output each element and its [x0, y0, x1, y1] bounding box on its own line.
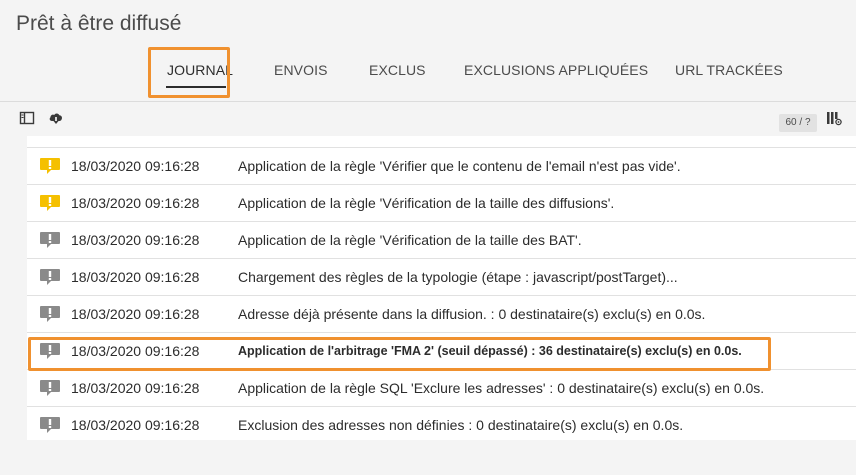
- info-icon: [39, 379, 61, 397]
- tab-exclus[interactable]: EXCLUS: [369, 62, 426, 78]
- log-date: 18/03/2020 09:16:28: [71, 343, 200, 359]
- log-date: 18/03/2020 09:16:28: [71, 417, 200, 433]
- log-message: Application de la règle SQL 'Exclure les adresses' : 0 destinataire(s) exclu(s) en 0.0s.: [238, 380, 765, 396]
- log-message: Application de l'arbitrage 'FMA 2' (seuil dépassé) : 36 destinataire(s) exclu(s) en 0.0s.: [238, 344, 742, 358]
- warning-icon: [39, 157, 61, 175]
- highlight-box-tab: [148, 47, 230, 98]
- log-message: Chargement des règles de la typologie (étape : javascript/postTarget)...: [238, 269, 678, 285]
- record-counter: 60 / ?: [779, 114, 817, 132]
- log-date: 18/03/2020 09:16:28: [71, 232, 200, 248]
- log-message: Application de la règle 'Vérification de la taille des diffusions'.: [238, 195, 615, 211]
- tab-bar: [0, 52, 856, 92]
- log-list: [27, 136, 856, 440]
- cloud-download-icon[interactable]: [48, 110, 66, 128]
- tab-envois[interactable]: ENVOIS: [274, 62, 328, 78]
- log-row[interactable]: [27, 221, 856, 258]
- log-row[interactable]: [27, 258, 856, 295]
- tab-journal[interactable]: JOURNAL: [167, 62, 234, 78]
- log-message: Application de la règle 'Vérifier que le contenu de l'email n'est pas vide'.: [238, 158, 681, 174]
- log-row[interactable]: [27, 184, 856, 221]
- column-settings-icon[interactable]: [826, 110, 844, 128]
- log-date: 18/03/2020 09:16:28: [71, 195, 200, 211]
- log-row[interactable]: [27, 406, 856, 440]
- tab-url-trackees[interactable]: URL TRACKÉES: [675, 62, 783, 78]
- log-message: Exclusion des adresses non définies : 0 destinataire(s) exclu(s) en 0.0s.: [238, 417, 684, 433]
- info-icon: [39, 305, 61, 323]
- log-date: 18/03/2020 09:16:28: [71, 269, 200, 285]
- log-row[interactable]: [27, 147, 856, 184]
- log-message: Adresse déjà présente dans la diffusion. : 0 destinataire(s) exclu(s) en 0.0s.: [238, 306, 706, 322]
- log-row[interactable]: [27, 295, 856, 332]
- log-date: 18/03/2020 09:16:28: [71, 306, 200, 322]
- panel-icon[interactable]: [19, 110, 37, 128]
- divider: [0, 101, 856, 102]
- info-icon: [39, 416, 61, 434]
- warning-icon: [39, 194, 61, 212]
- log-row[interactable]: [27, 369, 856, 406]
- page-title: Prêt à être diffusé: [16, 12, 182, 35]
- log-date: 18/03/2020 09:16:28: [71, 380, 200, 396]
- log-message: Application de la règle 'Vérification de la taille des BAT'.: [238, 232, 582, 248]
- info-icon: [39, 268, 61, 286]
- toolbar: [0, 104, 856, 134]
- highlight-box-row: [28, 337, 771, 371]
- info-icon: [39, 231, 61, 249]
- tab-exclusions-appliquees[interactable]: EXCLUSIONS APPLIQUÉES: [464, 62, 649, 78]
- log-date: 18/03/2020 09:16:28: [71, 158, 200, 174]
